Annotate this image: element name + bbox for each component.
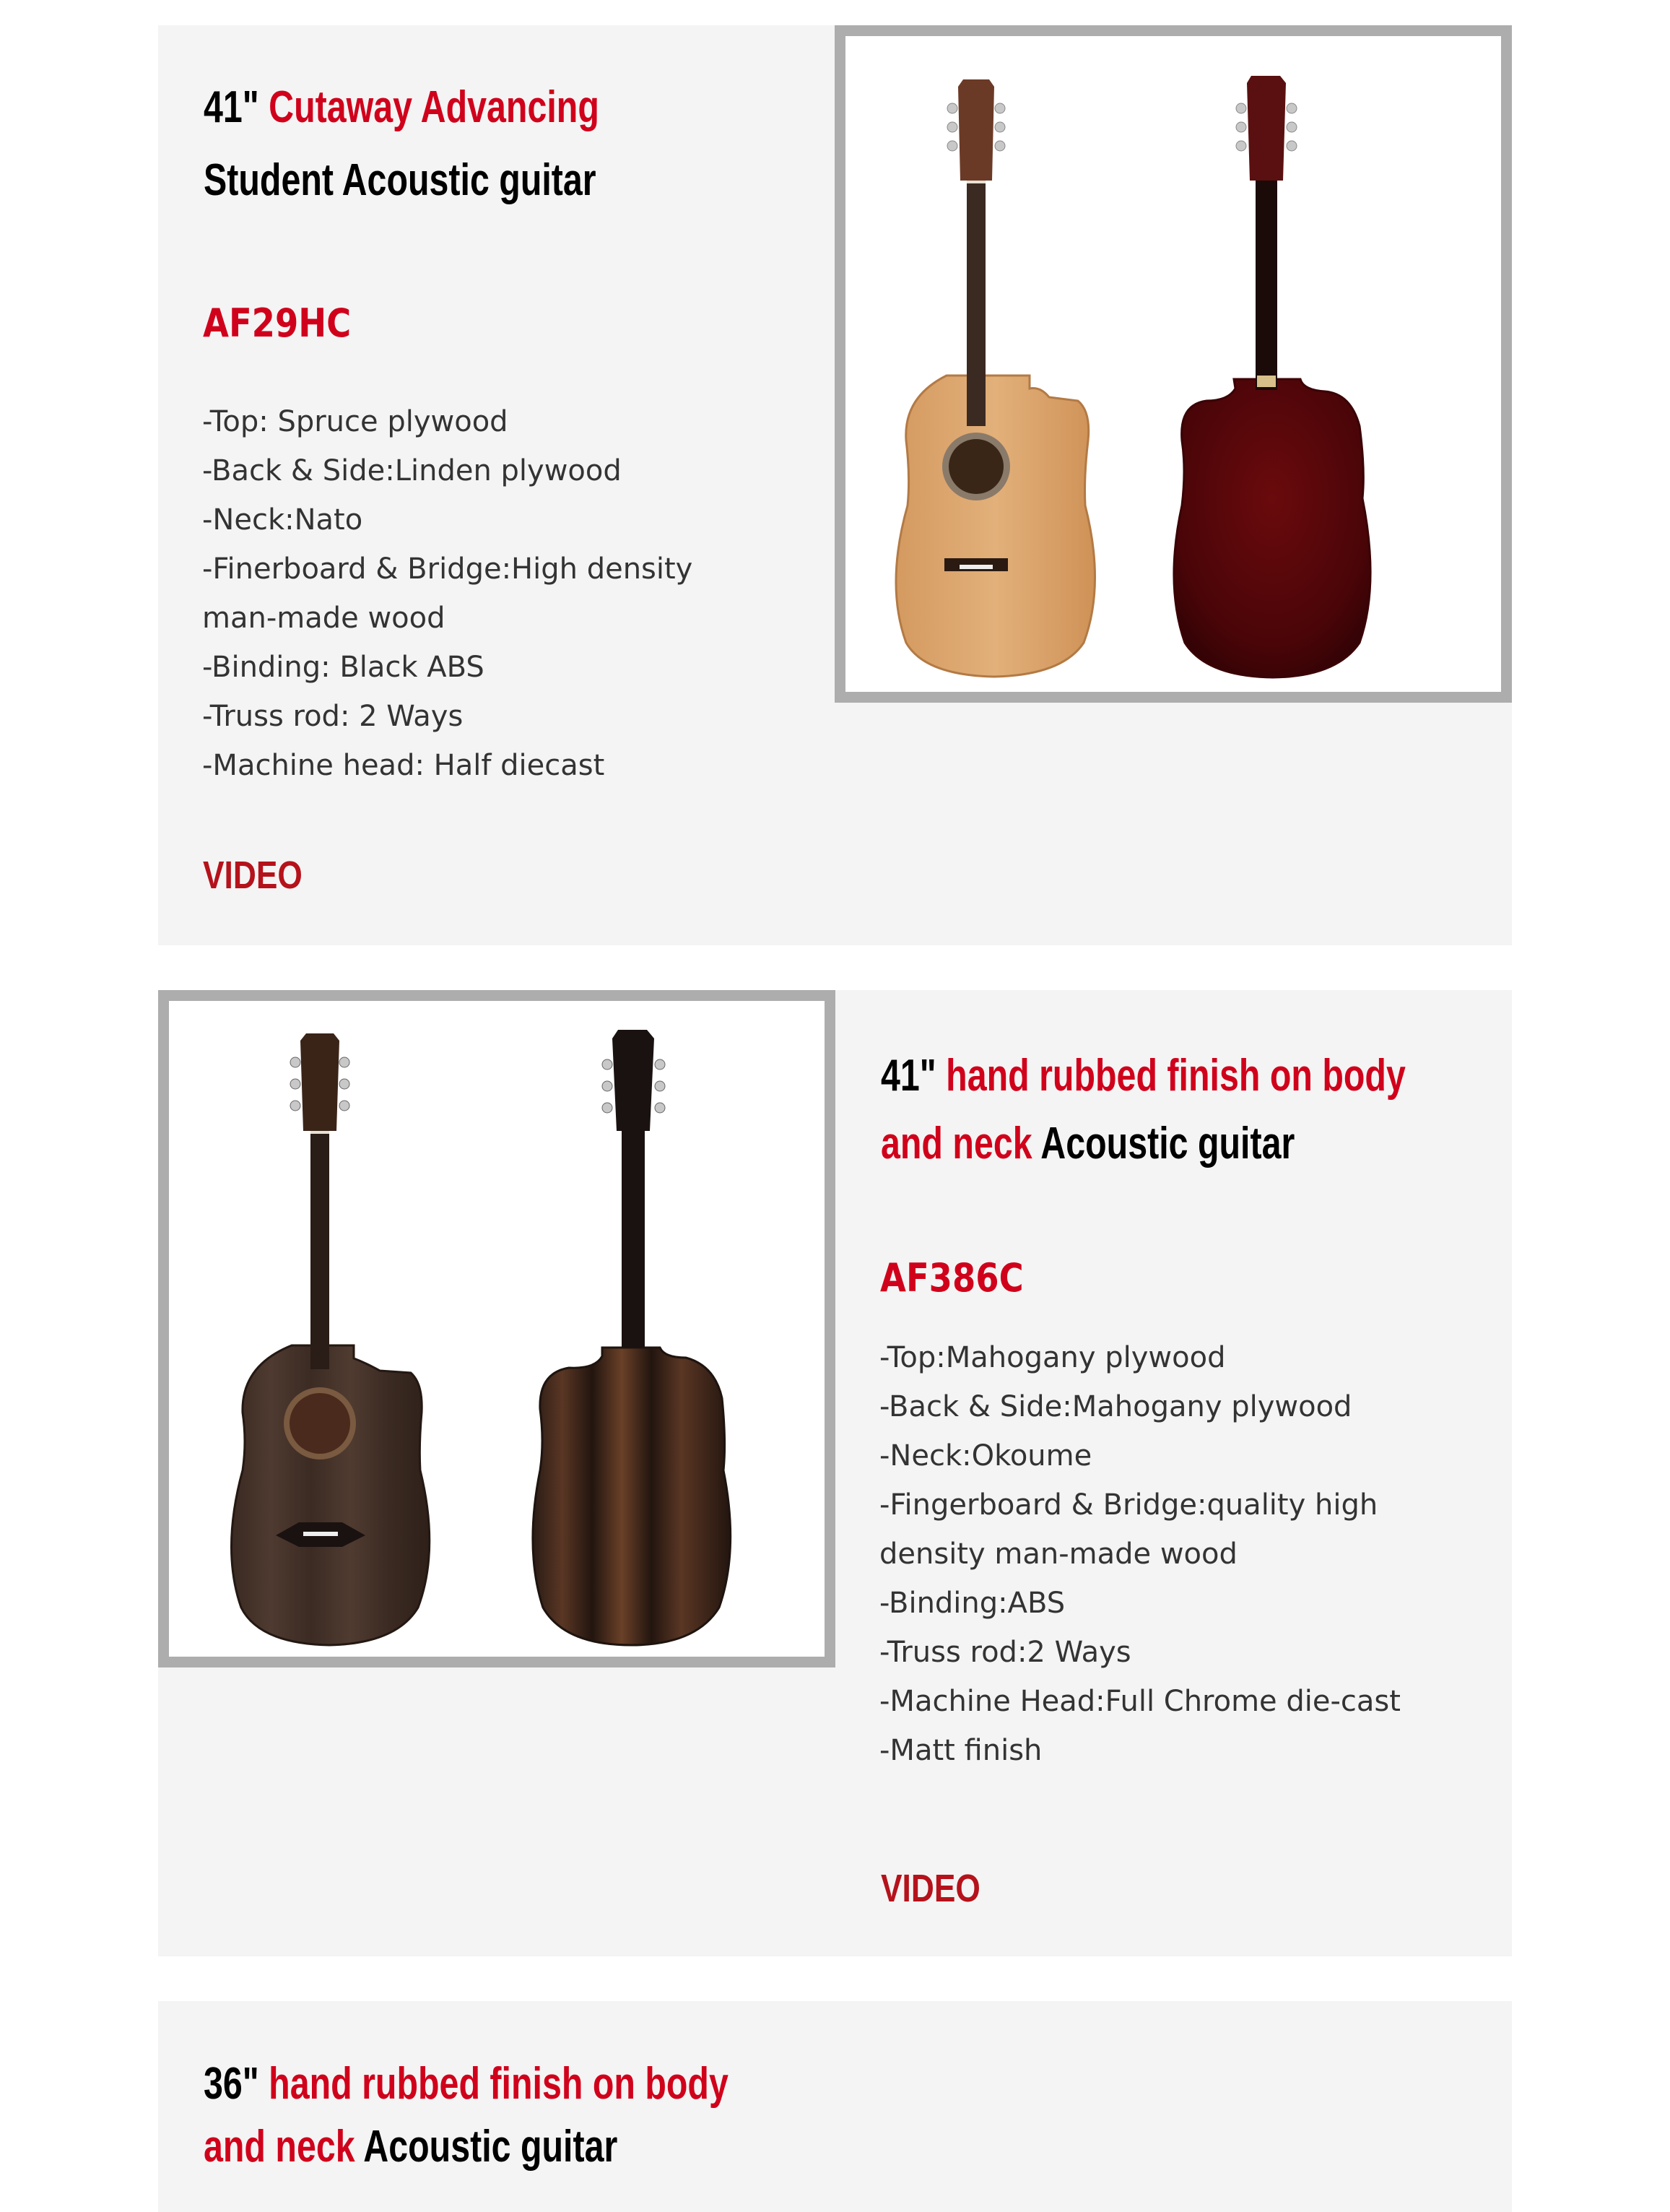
spec-item: man-made wood — [202, 602, 445, 635]
product-title-line-1 — [204, 2059, 729, 2109]
spec-item: -Binding:ABS — [879, 1587, 1066, 1620]
title-highlight: and neck — [204, 2122, 364, 2172]
spec-item: -Matt finish — [879, 1734, 1043, 1767]
spec-item: -Top:Mahogany plywood — [879, 1341, 1226, 1374]
model-code: AF386C — [880, 1255, 1024, 1301]
spec-item: -Back & Side:Linden plywood — [202, 454, 622, 487]
spec-item: -Truss rod: 2 Ways — [202, 700, 464, 733]
product-title-line-1 — [204, 82, 599, 132]
product-card-af29hc — [158, 25, 1512, 945]
product-card-af386c — [158, 990, 1512, 1956]
spec-item: -Back & Side:Mahogany plywood — [879, 1390, 1352, 1423]
title-size: 41" — [881, 1051, 947, 1101]
title-highlight: hand rubbed finish on body — [269, 2059, 729, 2109]
title-text: Acoustic guitar — [1040, 1119, 1295, 1168]
spec-item: -Binding: Black ABS — [202, 651, 484, 684]
product-title-line-2 — [204, 2122, 618, 2172]
product-card-36-inch — [158, 2001, 1512, 2212]
guitar-photo-icon — [845, 36, 1501, 692]
title-size: 41" — [204, 82, 269, 132]
spec-item: -Finerboard & Bridge:High density — [202, 552, 693, 586]
spec-list — [202, 397, 692, 790]
spec-item: -Machine head: Half diecast — [202, 749, 605, 782]
title-highlight: hand rubbed finish on body — [946, 1051, 1406, 1101]
product-title-line-2 — [881, 1119, 1295, 1168]
spec-item: -Neck:Okoume — [879, 1439, 1092, 1473]
product-image[interactable] — [835, 25, 1512, 703]
spec-item: density man-made wood — [879, 1537, 1238, 1571]
spec-item: -Top: Spruce plywood — [202, 405, 508, 438]
spec-item: -Neck:Nato — [202, 503, 363, 537]
spec-item: -Fingerboard & Bridge:quality high — [879, 1488, 1378, 1522]
title-highlight: Cutaway Advancing — [269, 82, 599, 132]
spec-item: -Truss rod:2 Ways — [879, 1636, 1131, 1669]
product-image[interactable] — [158, 990, 835, 1667]
product-title-line-1 — [881, 1051, 1406, 1101]
video-link[interactable]: VIDEO — [881, 1867, 980, 1910]
title-text: Student Acoustic guitar — [204, 155, 596, 205]
spec-list — [879, 1333, 1401, 1775]
spec-item: -Machine Head:Full Chrome die-cast — [879, 1685, 1401, 1718]
guitar-photo-icon — [169, 1001, 825, 1657]
title-size: 36" — [204, 2059, 269, 2109]
video-link[interactable]: VIDEO — [203, 854, 303, 897]
title-text: Acoustic guitar — [363, 2122, 618, 2172]
model-code: AF29HC — [203, 300, 352, 346]
product-title-line-2 — [204, 155, 596, 205]
title-highlight: and neck — [881, 1119, 1041, 1168]
